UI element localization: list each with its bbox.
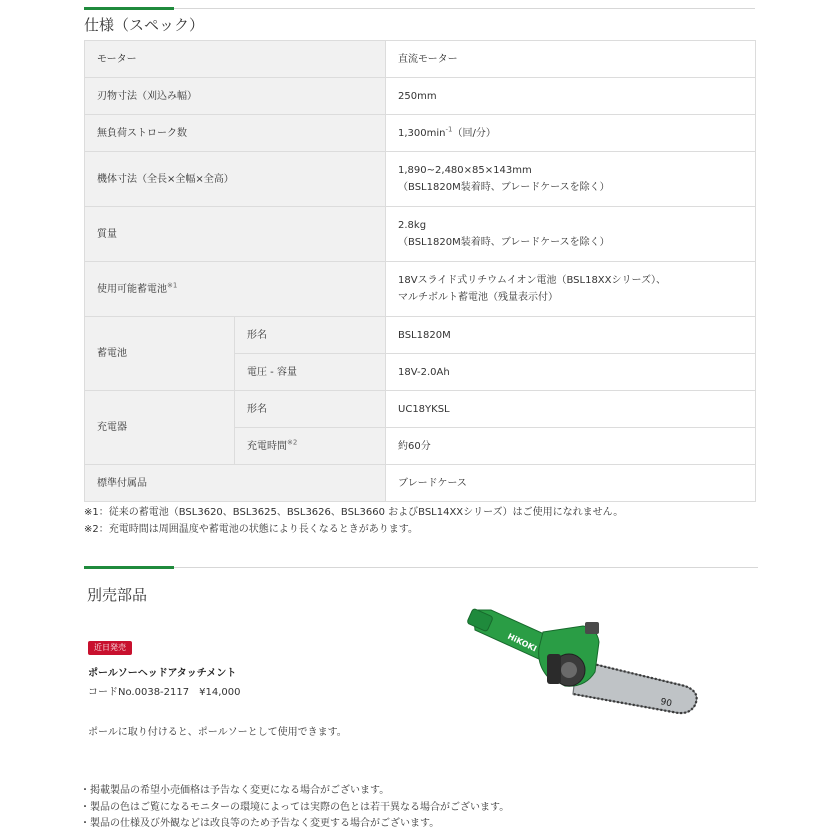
spec-label: モーター [85,41,386,78]
spec-section-title: 仕様（スペック） [84,16,205,34]
stroke-unit-sup: -1 [445,125,453,134]
spec-value [386,152,756,207]
coming-soon-badge: 近日発売 [88,641,132,655]
spec-value [386,115,756,152]
disclaimer-item: ・掲載製品の希望小売価格は予告なく変更になる場合がございます。 [80,785,390,796]
footnote-mark: ※2 [287,438,298,447]
spec-table [84,40,756,502]
product-name: ポールソーヘッドアタッチメント [88,668,237,679]
spec-value: UC18YKSL [386,391,756,428]
gear-head [539,622,599,686]
spec-value: 約60分 [386,428,756,465]
footnote-mark: ※1 [167,281,178,290]
spec-row-motor [85,41,756,78]
spec-row-mass [85,207,756,262]
spec-value: BSL1820M [386,317,756,354]
spec-group-label: 蓄電池 [85,317,235,391]
spec-value-note: （BSL1820M装着時、ブレードケースを除く） [398,182,610,193]
disclaimer-list [80,783,509,833]
spec-row-battery-compat [85,262,756,317]
product-description: ポールに取り付けると、ポールソーとして使用できます。 [88,727,347,738]
disclaimer-item: ・製品の色はご覧になるモニターの環境によっては実際の色とは若干異なる場合がございます。 [80,801,510,813]
spec-value [386,262,756,317]
spec-row-battery-model [85,317,756,354]
spec-row-size [85,152,756,207]
spec-sublabel: 電圧 - 容量 [235,354,386,391]
spec-sublabel: 形名 [235,391,386,428]
spec-row-blade [85,78,756,115]
spec-value: ブレードケース [386,465,756,502]
spec-group-label: 充電器 [85,391,235,465]
product-code-price: コードNo.0038-2117 ¥14,000 [88,687,241,698]
spec-footnote-1: ※1：従来の蓄電池（BSL3620、BSL3625、BSL3626、BSL3660 およびBSL14XXシリーズ）はご使用になれません。 [84,507,624,518]
spec-value [386,207,756,262]
charge-time-label: 充電時間 [247,440,287,452]
spec-sublabel: 形名 [235,317,386,354]
spec-footnote-2: ※2：充電時間は周囲温度や蓄電池の状態により長くなるときがあります。 [84,524,418,535]
spec-value: 250mm [386,78,756,115]
spec-label: 機体寸法（全長×全幅×全高） [85,152,386,207]
spec-value-note: （BSL1820M装着時、ブレードケースを除く） [398,237,610,248]
spec-value-line: 18Vスライド式リチウムイオン電池（BSL18XXシリーズ）、 [398,275,667,286]
brand-logo: HiKOKI [506,631,539,654]
spec-label [85,262,386,317]
spec-label: 質量 [85,207,386,262]
spec-label: 刃物寸法（刈込み幅） [85,78,386,115]
spec-row-stroke [85,115,756,152]
bar-mark: 90 [659,697,673,710]
spec-value-line: マルチボルト蓄電池（残量表示付） [398,292,559,303]
spec-value-line: 2.8kg [398,220,427,231]
spec-value-line: 1,890~2,480×85×143mm [398,165,532,176]
option-section-divider [84,567,758,568]
spec-value: 18V-2.0Ah [386,354,756,391]
spec-value: 直流モーター [386,41,756,78]
battery-compat-label: 使用可能蓄電池 [97,283,167,295]
pole-saw-head-image [465,608,705,722]
spec-label: 無負荷ストローク数 [85,115,386,152]
option-section-title: 別売部品 [87,586,148,604]
stroke-value: 1,300min [398,127,446,139]
spec-sublabel [235,428,386,465]
spec-row-accessory [85,465,756,502]
spec-label: 標準付属品 [85,465,386,502]
disclaimer-item: ・製品の仕様及び外観などは改良等のため予告なく変更する場合がございます。 [80,818,440,829]
spec-section-divider [84,8,755,9]
spec-row-charger-model [85,391,756,428]
stroke-unit-suffix: （回/分） [452,127,496,139]
